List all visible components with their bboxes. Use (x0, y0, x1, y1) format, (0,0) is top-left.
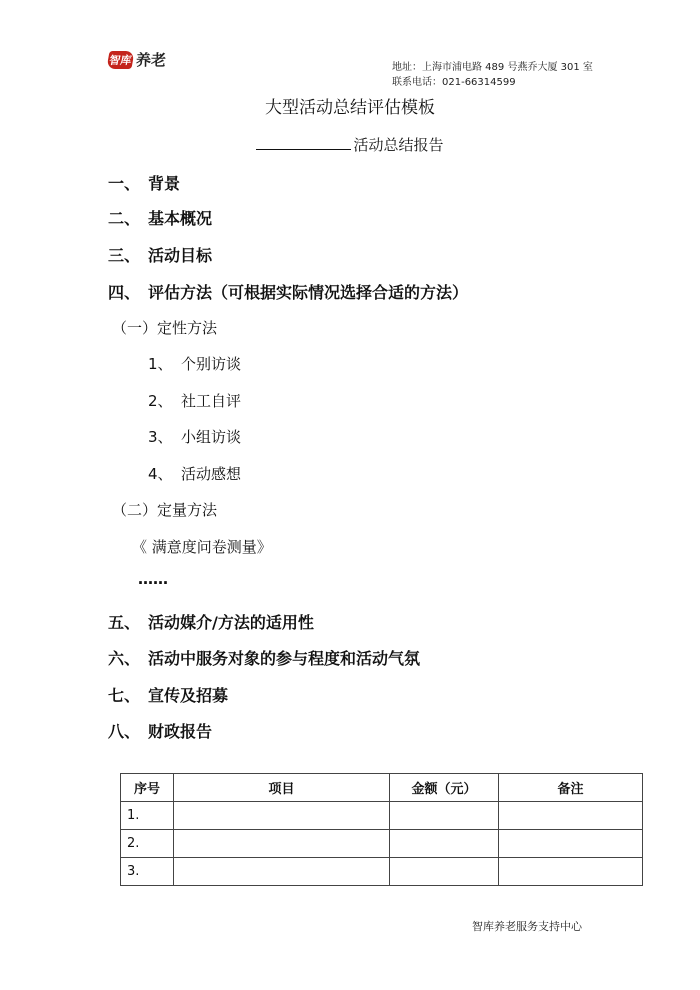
section-heading (108, 280, 468, 303)
cell-notes[interactable] (499, 858, 643, 886)
cell-item[interactable] (174, 830, 390, 858)
section-heading (108, 719, 212, 742)
item-number: 2、 (148, 392, 173, 410)
section-number: 二、 (108, 209, 141, 228)
section-label: 活动媒介/方法的适用性 (148, 613, 314, 632)
item-number: 1、 (148, 355, 173, 373)
section-label: 背景 (148, 174, 181, 193)
quantitative-heading: （二）定量方法 (112, 501, 218, 519)
cell-amount[interactable] (390, 802, 499, 830)
section-number: 七、 (108, 686, 141, 705)
cell-item[interactable] (174, 802, 390, 830)
header-index: 序号 (121, 774, 174, 802)
document-title: 大型活动总结评估模板 (265, 98, 435, 118)
header-amount: 金额（元） (390, 774, 499, 802)
list-item (148, 353, 241, 374)
section-label: 基本概况 (148, 209, 213, 228)
section-heading (108, 171, 180, 194)
section-number: 八、 (108, 722, 141, 741)
header-notes: 备注 (499, 774, 643, 802)
section-heading (108, 610, 314, 633)
section-heading (108, 206, 212, 229)
cell-item[interactable] (174, 858, 390, 886)
address: 地址：上海市浦电路 489 号燕乔大厦 301 室 (392, 62, 593, 73)
section-label: 宣传及招募 (148, 686, 229, 705)
survey-item: 《 满意度问卷测量》 (132, 538, 272, 556)
document-subtitle (0, 134, 700, 155)
table-row (121, 802, 643, 830)
item-label: 社工自评 (181, 392, 242, 410)
qualitative-heading: （一）定性方法 (112, 319, 218, 337)
logo-mark: 智库 (106, 51, 134, 69)
fill-in-blank (256, 136, 351, 150)
header-item: 项目 (174, 774, 390, 802)
logo (108, 49, 166, 70)
section-number: 四、 (108, 283, 141, 302)
table-row (121, 858, 643, 886)
finance-table (120, 773, 643, 886)
cell-index: 2. (121, 830, 174, 858)
section-heading (108, 646, 420, 669)
section-label: 财政报告 (148, 722, 213, 741)
section-label: 活动目标 (148, 246, 213, 265)
logo-text: 养老 (136, 51, 167, 69)
section-label: 活动中服务对象的参与程度和活动气氛 (148, 649, 421, 668)
section-number: 一、 (108, 174, 141, 193)
phone: 联系电话：021-66314599 (392, 77, 516, 88)
footer-org: 智库养老服务支持中心 (472, 920, 582, 933)
section-number: 五、 (108, 613, 141, 632)
section-label: 评估方法（可根据实际情况选择合适的方法） (148, 283, 469, 302)
list-item (148, 390, 241, 411)
cell-amount[interactable] (390, 830, 499, 858)
contact-info (392, 60, 593, 90)
cell-index: 3. (121, 858, 174, 886)
section-heading (108, 683, 228, 706)
ellipsis: …… (138, 570, 168, 588)
list-item (148, 463, 241, 484)
section-number: 三、 (108, 246, 141, 265)
item-number: 4、 (148, 465, 173, 483)
section-heading (108, 243, 212, 266)
item-label: 个别访谈 (181, 355, 242, 373)
item-number: 3、 (148, 428, 173, 446)
table-header-row (121, 774, 643, 802)
cell-notes[interactable] (499, 802, 643, 830)
cell-notes[interactable] (499, 830, 643, 858)
item-label: 小组访谈 (181, 428, 242, 446)
table-row (121, 830, 643, 858)
subtitle-text: 活动总结报告 (353, 136, 444, 154)
cell-amount[interactable] (390, 858, 499, 886)
section-number: 六、 (108, 649, 141, 668)
cell-index: 1. (121, 802, 174, 830)
list-item (148, 426, 241, 447)
item-label: 活动感想 (181, 465, 242, 483)
